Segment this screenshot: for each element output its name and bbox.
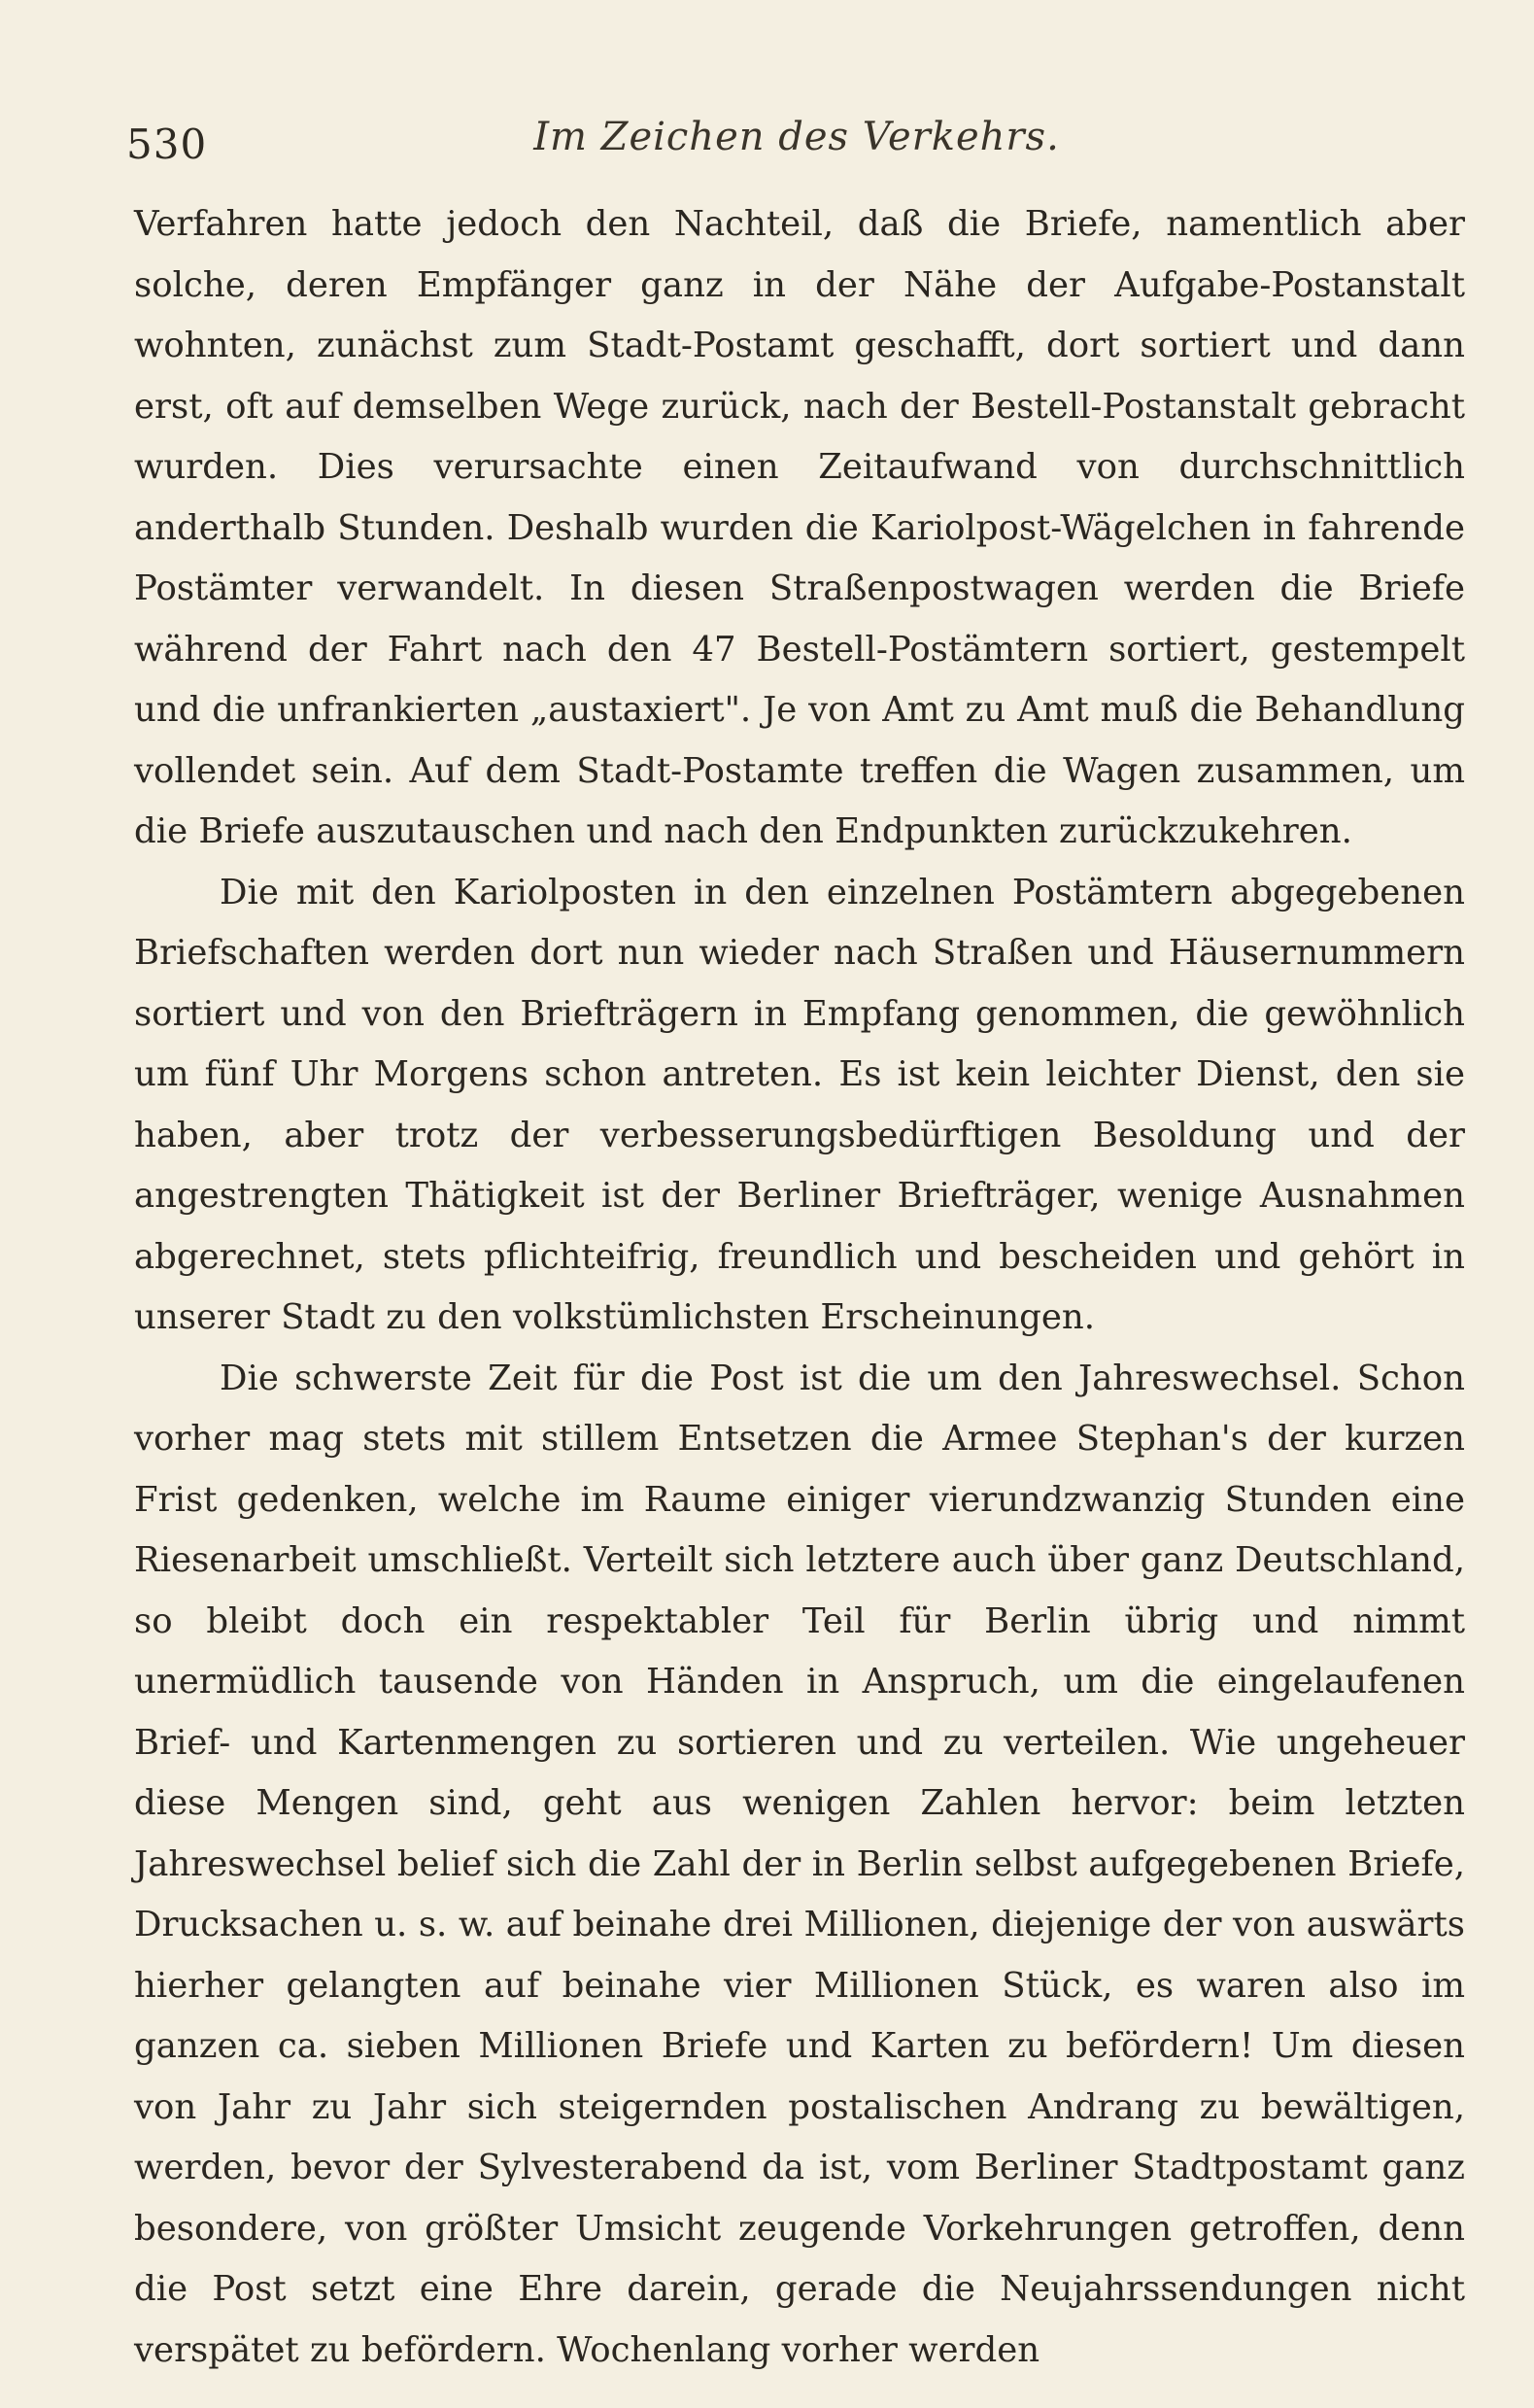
paragraph: Die schwerste Zeit für die Post ist die um den Jahreswechsel. Schon vorher mag stets mit stillem Entsetzen die Armee Stephan's der kurzen Frist gedenken, welche im Raume einiger vierundzwanzig Stunden eine Riesenarbeit umschließt. Verteilt sich letztere auch über ganz Deutschland, so bleibt doch ein respektabler Teil für Berlin übrig und nimmt unermüdlich tausende von Händen in Anspruch, um die eingelaufenen Brief- und Kartenmengen zu sortieren und zu verteilen. Wie ungeheuer diese Mengen sind, geht aus wenigen Zahlen hervor: beim letzten Jahreswechsel belief sich die Zahl der in Berlin selbst aufgegebenen Briefe, Drucksachen u. s. w. auf beinahe drei Millionen, diejenige der von auswärts hierher gelangten auf beinahe vier Millionen Stück, es waren also im ganzen ca. sieben Millionen Briefe und Karten zu befördern! Um diesen von Jahr zu Jahr sich steigernden postalischen Andrang zu bewältigen, werden, bevor der Sylvesterabend da ist, vom Berliner Stadtpostamt ganz besondere, von größter Umsicht zeugende Vorkehrungen getroffen, denn die Post setzt eine Ehre darein, gerade die Neujahrssendungen nicht verspätet zu befördern. Wochenlang vorher werden [134, 1358, 1465, 2370]
running-title: Im Zeichen des Verkehrs. [533, 115, 1060, 159]
page-header [126, 107, 1467, 175]
paragraph: Die mit den Kariolposten in den einzelnen Postämtern abgegebenen Briefschaften werden dort nun wieder nach Straßen und Häusernummern sortiert und von den Briefträgern in Empfang genommen, die gewöhnlich um fünf Uhr Morgens schon antreten. Es ist kein leichter Dienst, den sie haben, aber trotz der verbesserungsbedürftigen Besoldung und der angestrengten Thätigkeit ist der Berliner Briefträger, wenige Ausnahmen abgerechnet, stets pflichteifrig, freundlich und bescheiden und gehört in unserer Stadt zu den volkstümlichsten Erscheinungen. [134, 872, 1465, 1337]
body-text [134, 194, 1465, 2381]
page-number: 530 [126, 120, 208, 168]
paragraph: Verfahren hatte jedoch den Nachteil, daß die Briefe, namentlich aber solche, deren Empfänger ganz in der Nähe der Aufgabe-Postanstalt wohnten, zunächst zum Stadt-Postamt geschafft, dort sortiert und dann erst, oft auf demselben Wege zurück, nach der Bestell-Postanstalt gebracht wurden. Dies verursachte einen Zeitaufwand von durchschnittlich anderthalb Stunden. Deshalb wurden die Kariolpost-Wägelchen in fahrende Postämter verwandelt. In diesen Straßenpostwagen werden die Briefe während der Fahrt nach den 47 Bestell-Postämtern sortiert, gestempelt und die unfrankierten „austaxiert". Je von Amt zu Amt muß die Behandlung vollendet sein. Auf dem Stadt-Postamte treffen die Wagen zusammen, um die Briefe auszutauschen und nach den Endpunkten zurückzukehren. [134, 204, 1465, 851]
